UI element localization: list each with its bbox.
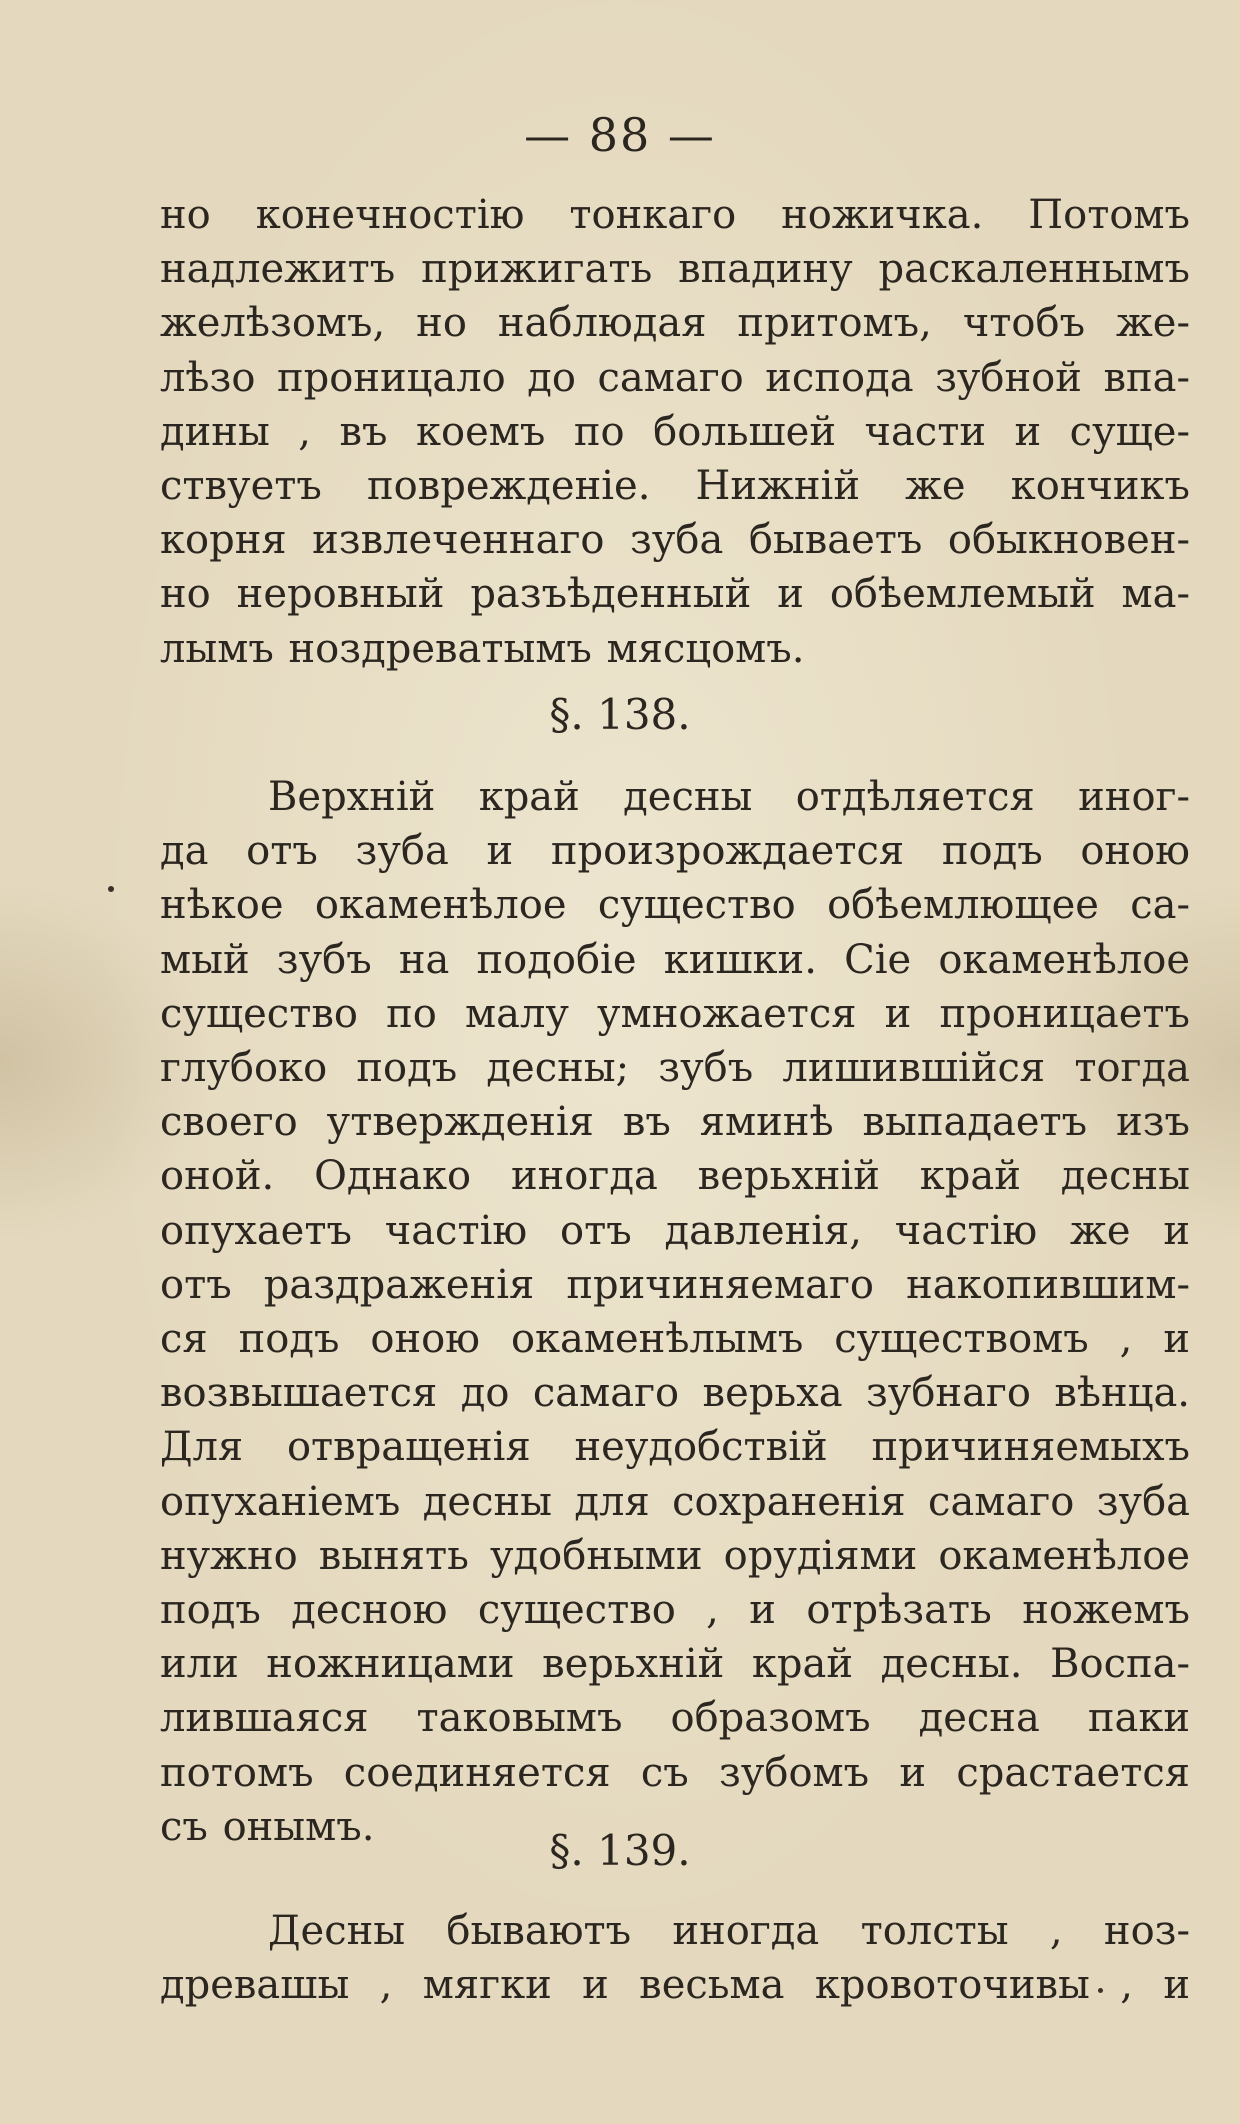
- paragraph-1: [160, 188, 1190, 676]
- ink-speck: [108, 886, 114, 892]
- text-line: отъ раздраженія причиняемаго накопившим-: [160, 1261, 1190, 1308]
- text-line: существо по малу умножается и проницаетъ: [160, 990, 1190, 1037]
- text-line: подъ десною существо , и отрѣзать ножемъ: [160, 1587, 1190, 1634]
- text-line: лымъ ноздреватымъ мясцомъ.: [160, 625, 805, 672]
- text-line: своего утвержденія въ яминѣ выпадаетъ изъ: [160, 1099, 1190, 1146]
- text-line: опуханіемъ десны для сохраненія самаго зуба: [160, 1478, 1190, 1525]
- text-line: нужно вынять удобными орудіями окаменѣлое: [160, 1532, 1190, 1579]
- text-line: возвышается до самаго верьха зубнаго вѣнца.: [160, 1370, 1190, 1417]
- text-line: надлежитъ прижигать впадину раскаленнымъ: [160, 246, 1190, 293]
- text-line: или ножницами верьхній край десны. Воспа-: [160, 1641, 1190, 1688]
- text-line: Верхній край десны отдѣляется иног-: [268, 774, 1190, 820]
- text-line: ся подъ оною окаменѣлымъ существомъ , и: [160, 1316, 1190, 1363]
- text-line: но неровный разъѣденный и обѣемлемый ма-: [160, 571, 1190, 618]
- section-heading-138: §. 138.: [549, 690, 691, 739]
- text-line: но конечностію тонкаго ножичка. Потомъ: [160, 192, 1190, 238]
- text-line: опухаетъ частію отъ давленія, частію же и: [160, 1207, 1190, 1254]
- text-line: мый зубъ на подобіе кишки. Сіе окаменѣлое: [160, 936, 1190, 983]
- text-line: глубоко подъ десны; зубъ лишившійся тогда: [160, 1045, 1190, 1092]
- text-line: Для отвращенія неудобствій причиняемыхъ: [160, 1424, 1190, 1471]
- section-heading-139: §. 139.: [549, 1826, 691, 1875]
- text-line: съ онымъ.: [160, 1803, 375, 1850]
- text-line: потомъ соединяется съ зубомъ и срастается: [160, 1749, 1190, 1796]
- text-line: лѣзо проницало до самаго испода зубной впа-: [160, 354, 1190, 401]
- paragraph-2: [160, 770, 1190, 1854]
- page-number: — 88 —: [524, 108, 716, 162]
- text-line: ствуетъ поврежденіе. Нижній же кончикъ: [160, 463, 1190, 510]
- paragraph-3: [160, 1904, 1190, 2012]
- text-line: древашы , мягки и весьма кровоточивы , и: [160, 1962, 1190, 2009]
- text-line: нѣкое окаменѣлое существо обѣемлющее са-: [160, 882, 1190, 929]
- text-line: лившаяся таковымъ образомъ десна паки: [160, 1695, 1190, 1742]
- text-line: корня извлеченнаго зуба бываетъ обыкновен-: [160, 517, 1190, 564]
- text-line: дины , въ коемъ по большей части и суще-: [160, 408, 1190, 455]
- text-line: да отъ зуба и произрождается подъ оною: [160, 828, 1190, 875]
- text-line: оной. Однако иногда верьхній край десны: [160, 1153, 1190, 1200]
- text-line: Десны бываютъ иногда толсты , ноз-: [268, 1908, 1190, 1954]
- text-line: желѣзомъ, но наблюдая притомъ, чтобъ же-: [160, 300, 1190, 347]
